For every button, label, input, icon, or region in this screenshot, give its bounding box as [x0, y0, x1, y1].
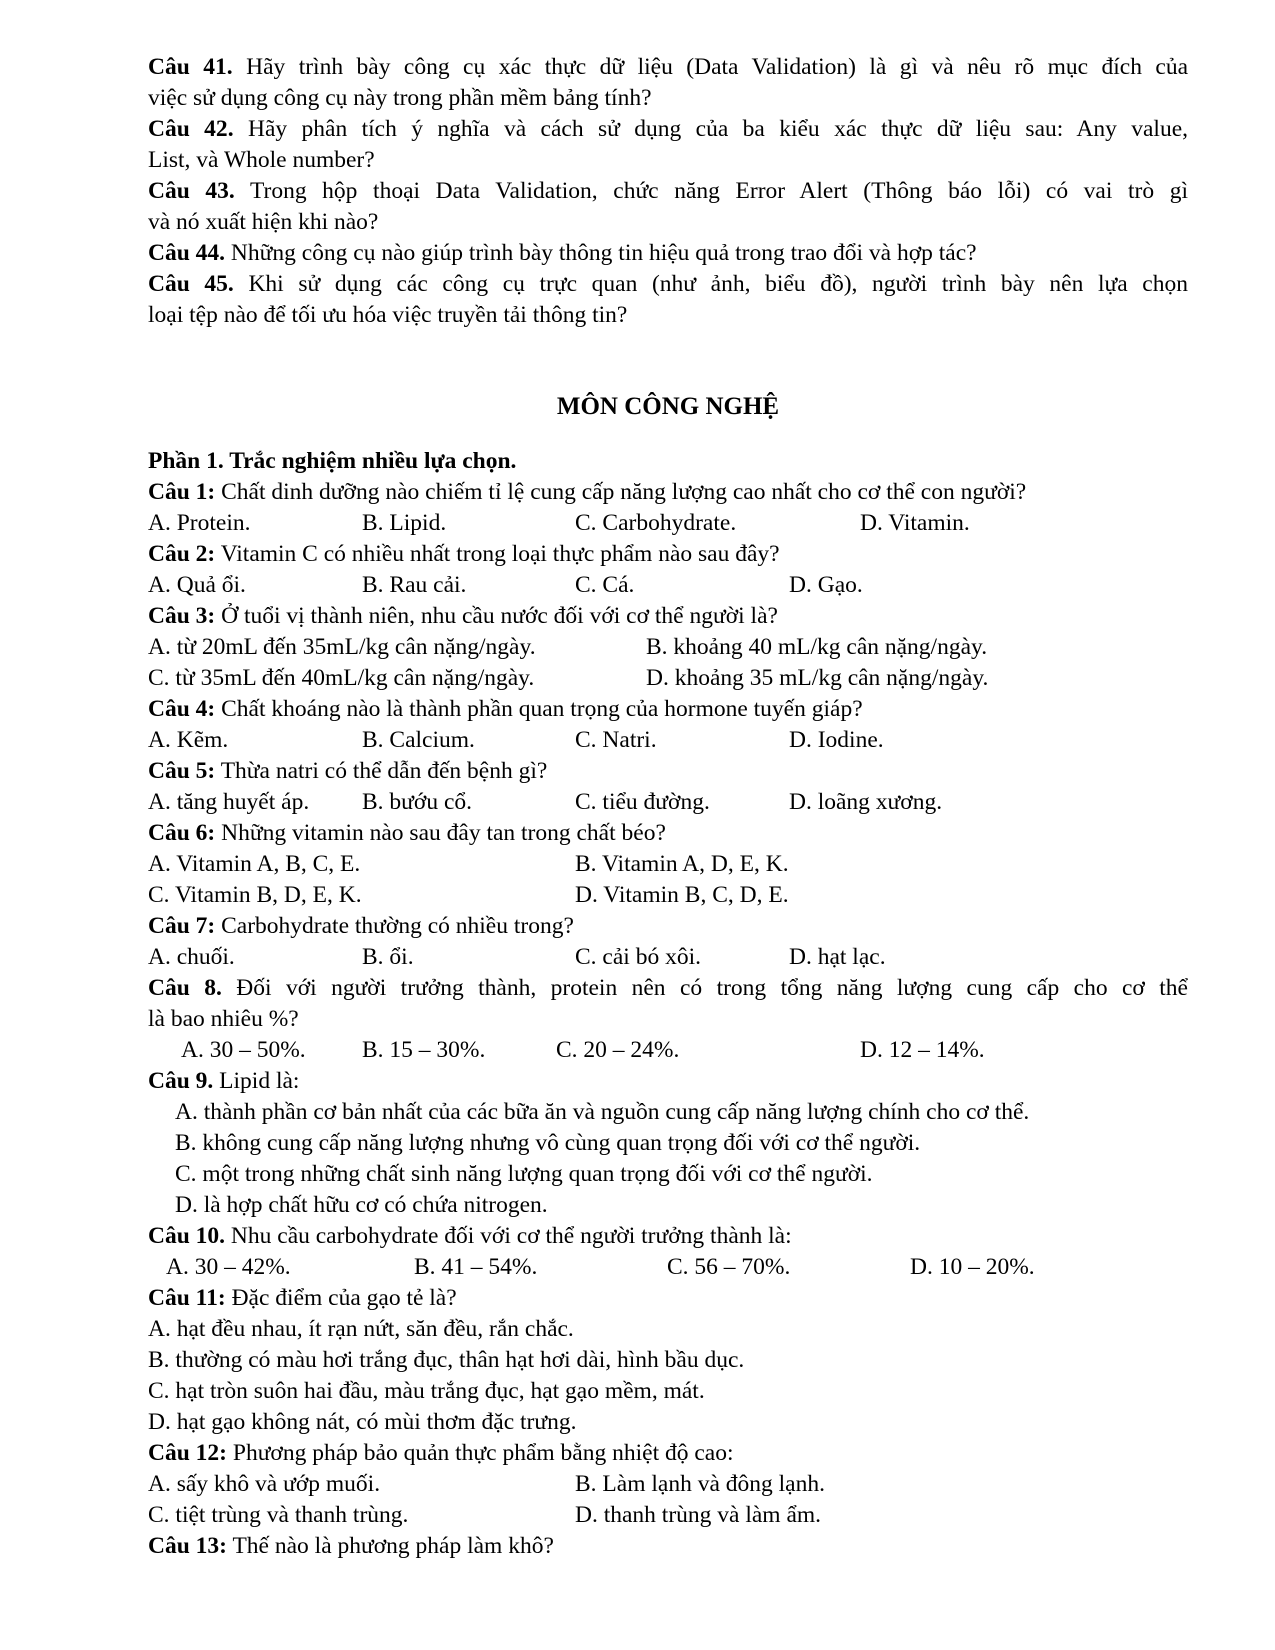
option-b: B. Calcium.	[362, 727, 475, 753]
option-d: D. Iodine.	[789, 727, 884, 753]
question-6-options-row-1	[148, 849, 1188, 880]
option-a: A. tăng huyết áp.	[148, 789, 310, 815]
question-text: Chất dinh dưỡng nào chiếm tỉ lệ cung cấp năng lượng cao nhất cho cơ thể con người?	[221, 479, 1027, 505]
option-a: A. 30 – 50%.	[181, 1037, 306, 1063]
option-b: B. Làm lạnh và đông lạnh.	[575, 1471, 825, 1497]
option-c: C. tiểu đường.	[575, 789, 710, 815]
question-43-line-1: Câu 43. Trong hộp thoại Data Validation, chức năng Error Alert (Thông báo lỗi) có vai trò gì	[148, 178, 1188, 204]
question-45-line-1: Câu 45. Khi sử dụng các công cụ trực quan (như ảnh, biểu đồ), người trình bày nên lựa chọn	[148, 271, 1188, 297]
question-text: Lipid là:	[219, 1068, 300, 1094]
question-4-options	[148, 725, 1188, 756]
question-10-options	[148, 1252, 1188, 1283]
option-b: B. Lipid.	[362, 510, 447, 536]
question-10	[148, 1221, 1188, 1252]
informatics-questions	[148, 52, 1188, 331]
question-text: Những vitamin nào sau đây tan trong chất béo?	[221, 820, 666, 846]
option-c: C. một trong những chất sinh năng lượng quan trọng đối với cơ thể người.	[175, 1161, 873, 1187]
option-a: A. thành phần cơ bản nhất của các bữa ăn và nguồn cung cấp năng lượng chính cho cơ thể.	[175, 1099, 1030, 1125]
option-a: A. Protein.	[148, 510, 251, 536]
question-3-options-row-2	[148, 663, 1188, 694]
question-number: Câu 9.	[148, 1068, 214, 1094]
option-a: A. Vitamin A, B, C, E.	[148, 851, 361, 877]
question-4	[148, 694, 1188, 725]
question-text: Đối với người trưởng thành, protein nên có trong tổng năng lượng cung cấp cho cơ thể	[221, 975, 1188, 1001]
option-c: C. tiệt trùng và thanh trùng.	[148, 1502, 409, 1528]
question-number: Câu 45	[148, 271, 228, 297]
option-d: D. là hợp chất hữu cơ có chứa nitrogen.	[175, 1192, 548, 1218]
question-3-options-row-1	[148, 632, 1188, 663]
question-1	[148, 477, 1188, 508]
question-7-options	[148, 942, 1188, 973]
question-13	[148, 1531, 1188, 1562]
option-b: B. khoảng 40 mL/kg cân nặng/ngày.	[646, 634, 988, 660]
question-number: Câu 42	[148, 116, 228, 142]
question-text: Hãy phân tích ý nghĩa và cách sử dụng của ba kiểu xác thực dữ liệu sau: Any value,	[247, 116, 1189, 142]
question-text: Hãy trình bày công cụ xác thực dữ liệu (Data Validation) là gì và nêu rõ mục đích của	[246, 54, 1189, 80]
question-3	[148, 601, 1188, 632]
part-title: Phần 1. Trắc nghiệm nhiều lựa chọn.	[148, 448, 517, 474]
option-b: B. 15 – 30%.	[362, 1037, 486, 1063]
option-c: C. cải bó xôi.	[575, 944, 701, 970]
question-number: Câu 2:	[148, 541, 216, 567]
option-b: B. ổi.	[362, 944, 414, 970]
document-page	[148, 52, 1188, 1562]
option-a: A. 30 – 42%.	[166, 1254, 291, 1280]
question-number: Câu 8.	[148, 975, 222, 1001]
option-d: D. 10 – 20%.	[910, 1254, 1035, 1280]
option-c: C. Natri.	[575, 727, 657, 753]
question-41-line-2: việc sử dụng công cụ này trong phần mềm bảng tính?	[148, 85, 652, 111]
option-c: C. Vitamin B, D, E, K.	[148, 882, 362, 908]
question-number: Câu 4:	[148, 696, 216, 722]
option-d: D. Gạo.	[789, 572, 863, 598]
subject-title: MÔN CÔNG NGHỆ	[556, 393, 780, 420]
option-d: D. Vitamin B, C, D, E.	[575, 882, 789, 908]
question-text: Chất khoáng nào là thành phần quan trọng của hormone tuyến giáp?	[221, 696, 863, 722]
question-number: Câu 5:	[148, 758, 216, 784]
option-d: D. hạt lạc.	[789, 944, 886, 970]
option-d: D. Vitamin.	[860, 510, 970, 536]
option-a: A. từ 20mL đến 35mL/kg cân nặng/ngày.	[148, 634, 536, 660]
question-44-line-1: Câu 44. Những công cụ nào giúp trình bày thông tin hiệu quả trong trao đổi và hợp tác?	[148, 240, 977, 266]
question-text: Khi sử dụng các công cụ trực quan (như ảnh, biểu đồ), người trình bày nên lựa chọn	[248, 271, 1188, 297]
option-c: C. 20 – 24%.	[556, 1037, 680, 1063]
question-text: Trong hộp thoại Data Validation, chức năng Error Alert (Thông báo lỗi) có vai trò gì	[249, 178, 1188, 204]
option-d: D. hạt gạo không nát, có mùi thơm đặc trưng.	[148, 1409, 577, 1435]
question-text: Carbohydrate thường có nhiều trong?	[221, 913, 574, 939]
question-12-options-row-2	[148, 1500, 1188, 1531]
question-1-options	[148, 508, 1188, 539]
option-a: A. Kẽm.	[148, 727, 229, 753]
question-2	[148, 539, 1188, 570]
question-6	[148, 818, 1188, 849]
option-c: C. 56 – 70%.	[667, 1254, 791, 1280]
question-8	[148, 973, 1188, 1004]
question-9	[148, 1066, 1188, 1097]
question-text: Vitamin C có nhiều nhất trong loại thực phẩm nào sau đây?	[220, 541, 780, 567]
question-8-options	[148, 1035, 1188, 1066]
option-d: D. 12 – 14%.	[860, 1037, 985, 1063]
option-b: B. Rau cải.	[362, 572, 467, 598]
question-text: Thừa natri có thể dẫn đến bệnh gì?	[220, 758, 548, 784]
option-c: C. từ 35mL đến 40mL/kg cân nặng/ngày.	[148, 665, 535, 691]
option-d: D. khoảng 35 mL/kg cân nặng/ngày.	[646, 665, 989, 691]
question-number: Câu 10.	[148, 1223, 226, 1249]
question-42-line-1: Câu 42. Hãy phân tích ý nghĩa và cách sử dụng của ba kiểu xác thực dữ liệu sau: Any value,	[148, 116, 1189, 142]
question-8-line-2: là bao nhiêu %?	[148, 1006, 299, 1032]
option-a: A. chuối.	[148, 944, 235, 970]
option-b: B. thường có màu hơi trắng đục, thân hạt hơi dài, hình bầu dục.	[148, 1347, 745, 1373]
question-number: Câu 12:	[148, 1440, 227, 1466]
option-c: C. hạt tròn suôn hai đầu, màu trắng đục, hạt gạo mềm, mát.	[148, 1378, 705, 1404]
option-b: B. không cung cấp năng lượng nhưng vô cùng quan trọng đối với cơ thể người.	[175, 1130, 921, 1156]
question-12-options-row-1	[148, 1469, 1188, 1500]
question-42-line-2: List, và Whole number?	[148, 147, 375, 173]
question-6-options-row-2	[148, 880, 1188, 911]
question-number: Câu 6:	[148, 820, 216, 846]
question-12	[148, 1438, 1188, 1469]
option-d: D. loãng xương.	[789, 789, 943, 815]
question-number: Câu 1:	[148, 479, 216, 505]
question-43-line-2: và nó xuất hiện khi nào?	[148, 209, 379, 235]
option-a: A. sấy khô và ướp muối.	[148, 1471, 381, 1497]
question-number: Câu 44	[148, 240, 220, 266]
question-45-line-2: loại tệp nào để tối ưu hóa việc truyền tải thông tin?	[148, 302, 628, 328]
option-c: C. Carbohydrate.	[575, 510, 737, 536]
question-7	[148, 911, 1188, 942]
question-11	[148, 1283, 1188, 1314]
question-number: Câu 41	[148, 54, 227, 80]
question-number: Câu 43	[148, 178, 229, 204]
option-a: A. hạt đều nhau, ít rạn nứt, săn đều, rắn chắc.	[148, 1316, 574, 1342]
question-number: Câu 3:	[148, 603, 216, 629]
question-2-options	[148, 570, 1188, 601]
option-b: B. Vitamin A, D, E, K.	[575, 851, 789, 877]
option-b: B. bướu cổ.	[362, 789, 473, 815]
question-text: Ở tuổi vị thành niên, nhu cầu nước đối với cơ thể người là?	[221, 603, 778, 629]
option-c: C. Cá.	[575, 572, 635, 598]
option-a: A. Quả ổi.	[148, 572, 246, 598]
question-text: Thế nào là phương pháp làm khô?	[232, 1533, 554, 1559]
question-number: Câu 13:	[148, 1533, 227, 1559]
question-text: Phương pháp bảo quản thực phẩm bằng nhiệt độ cao:	[232, 1440, 734, 1466]
question-5-options	[148, 787, 1188, 818]
question-5	[148, 756, 1188, 787]
option-b: B. 41 – 54%.	[414, 1254, 538, 1280]
option-d: D. thanh trùng và làm ẩm.	[575, 1502, 822, 1528]
question-text: Những công cụ nào giúp trình bày thông tin hiệu quả trong trao đổi và hợp tác?	[230, 240, 977, 266]
question-text: Nhu cầu carbohydrate đối với cơ thể người trưởng thành là:	[230, 1223, 792, 1249]
question-text: Đặc điểm của gạo tẻ là?	[231, 1285, 457, 1311]
question-number: Câu 11:	[148, 1285, 226, 1311]
question-41-line-1: Câu 41. Hãy trình bày công cụ xác thực dữ liệu (Data Validation) là gì và nêu rõ mục đích của	[148, 54, 1189, 80]
question-number: Câu 7:	[148, 913, 216, 939]
